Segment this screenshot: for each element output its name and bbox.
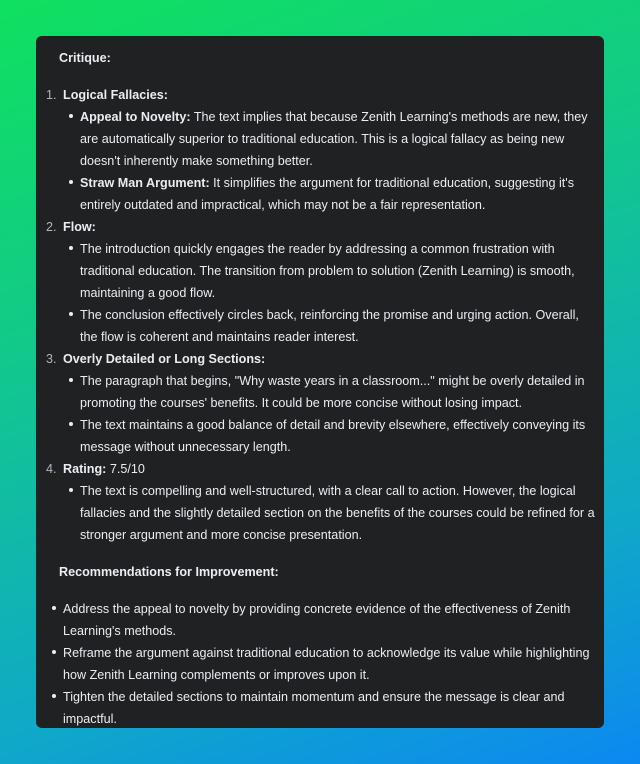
section-title: Flow: [63, 220, 96, 234]
bullet-text: The paragraph that begins, "Why waste years in a classroom..." might be overly detailed in promoting the courses' benefits. It could be more concise without losing impact. [80, 374, 585, 410]
section-title: Logical Fallacies: [63, 88, 168, 102]
critique-heading: Critique: [59, 51, 111, 65]
list-item [63, 238, 596, 304]
critique-section [36, 84, 596, 216]
section-number: 4. [46, 462, 57, 476]
bullet-text: The conclusion effectively circles back, reinforcing the promise and urging action. Overall, the flow is coherent and maintains reader interest. [80, 308, 579, 344]
section-bullets [63, 106, 596, 216]
section-number: 2. [46, 220, 57, 234]
recommendations-list [36, 598, 596, 730]
bullet-term: Straw Man Argument: [80, 176, 210, 190]
list-item: Address the appeal to novelty by providing concrete evidence of the effectiveness of Zenith Learning's methods. [36, 598, 596, 642]
list-item [63, 304, 596, 348]
section-bullets [63, 370, 596, 458]
section-title: Rating: [63, 462, 107, 476]
list-item: Tighten the detailed sections to maintain momentum and ensure the message is clear and impactful. [36, 686, 596, 730]
list-item: Reframe the argument against traditional education to acknowledge its value while highlighting how Zenith Learning complements or improves upon it. [36, 642, 596, 686]
bullet-text: The text is compelling and well-structured, with a clear call to action. However, the logical fallacies and the slightly detailed section on the benefits of the courses could be refined for a stronger argument and more concise presentation. [80, 484, 595, 542]
list-item [63, 414, 596, 458]
bullet-text: The text maintains a good balance of detail and brevity elsewhere, effectively conveying its message without unnecessary length. [80, 418, 586, 454]
list-item [63, 370, 596, 414]
critique-section [36, 458, 596, 546]
list-item [63, 106, 596, 172]
critique-section [36, 216, 596, 348]
section-title: Overly Detailed or Long Sections: [63, 352, 266, 366]
bullet-text: The text implies that because Zenith Learning's methods are new, they are automatically superior to traditional education. This is a logical fallacy as being new doesn't inherently make something better. [80, 110, 588, 168]
critique-list [36, 84, 596, 546]
bullet-text: It simplifies the argument for traditional education, suggesting it's entirely outdated and impractical, which may not be a fair representation. [80, 176, 575, 212]
list-item [63, 480, 596, 546]
bullet-text: The introduction quickly engages the reader by addressing a common frustration with traditional education. The transition from problem to solution (Zenith Learning) is smooth, maintaining a good flow. [80, 242, 575, 300]
bullet-term: Appeal to Novelty: [80, 110, 191, 124]
response-card [36, 36, 604, 728]
section-bullets [63, 238, 596, 348]
recommendations-heading: Recommendations for Improvement: [59, 565, 279, 579]
section-bullets [63, 480, 596, 546]
critique-section [36, 348, 596, 458]
list-item [63, 172, 596, 216]
section-number: 1. [46, 88, 57, 102]
rating-value: 7.5/10 [106, 462, 145, 476]
section-number: 3. [46, 352, 57, 366]
